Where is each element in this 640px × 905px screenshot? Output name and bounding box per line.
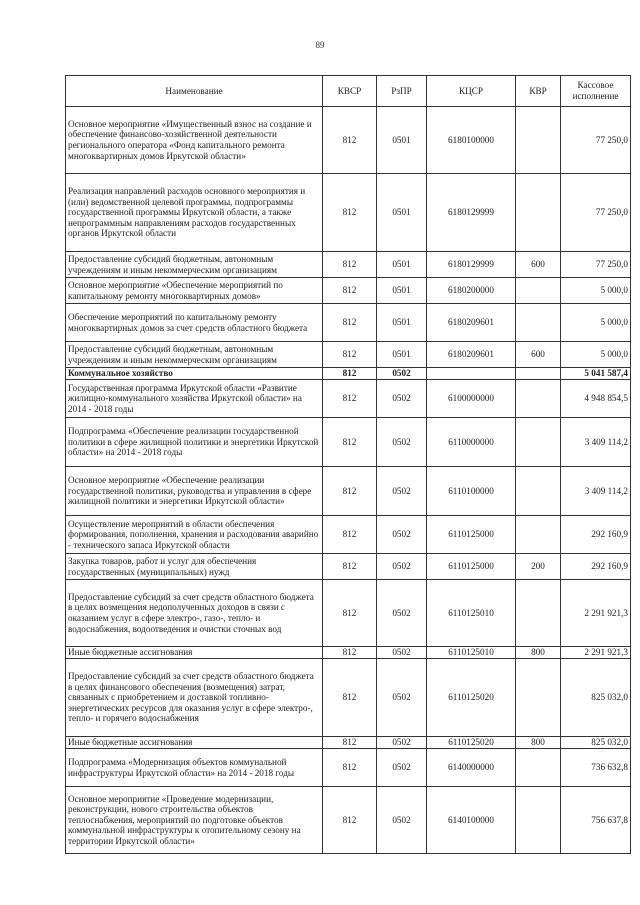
row-amount-cell: 5 000,0	[561, 278, 631, 304]
row-kvsr-cell: 812	[323, 304, 377, 342]
row-amount-cell: 736 632,8	[561, 749, 631, 787]
table-row	[66, 368, 631, 380]
row-name-cell: Основное мероприятие «Обеспечение реализации государственной политики, руководства и управления в сфере жилищной политики и энергетики Иркутской области»	[66, 467, 323, 516]
row-name-cell: Осуществление мероприятий в области обеспечения формирования, пополнения, хранения и расходования аварийно - технического запаса Иркутской области	[66, 516, 323, 554]
row-name-cell: Предоставление субсидий бюджетным, автономным учреждениям и иным некоммерческим организациям	[66, 252, 323, 278]
row-rzpr-cell: 0502	[377, 787, 427, 854]
row-kcsr-cell: 6110125000	[427, 554, 516, 580]
row-name-cell: Иные бюджетные ассигнования	[66, 647, 323, 659]
row-kvsr-cell: 812	[323, 174, 377, 252]
row-rzpr-cell: 0502	[377, 580, 427, 647]
row-rzpr-cell: 0502	[377, 749, 427, 787]
row-amount-cell: 825 032,0	[561, 659, 631, 737]
row-kvr-cell	[516, 580, 561, 647]
row-name-cell: Реализация направлений расходов основного мероприятия и (или) ведомственной целевой программы, подпрограммы государственной программы Иркутской области, а также непрограммным направлениям расходов государственных органов Иркутской области	[66, 174, 323, 252]
table-row	[66, 304, 631, 342]
row-kcsr-cell: 6110125010	[427, 580, 516, 647]
row-name-cell: Коммунальное хозяйство	[66, 368, 323, 380]
row-kvr-cell	[516, 174, 561, 252]
row-kcsr-cell: 6180200000	[427, 278, 516, 304]
row-kvr-cell	[516, 368, 561, 380]
row-name-cell: Подпрограмма «Модернизация объектов коммунальной инфраструктуры Иркутской области» на 2014 - 2018 годы	[66, 749, 323, 787]
row-amount-cell: 77 250,0	[561, 107, 631, 174]
row-kvsr-cell: 812	[323, 380, 377, 418]
row-kvsr-cell: 812	[323, 554, 377, 580]
table-row	[66, 749, 631, 787]
row-amount-cell: 4 948 854,5	[561, 380, 631, 418]
row-kcsr-cell: 6110000000	[427, 418, 516, 467]
row-amount-cell: 292 160,9	[561, 516, 631, 554]
row-kvr-cell	[516, 278, 561, 304]
table-row	[66, 516, 631, 554]
row-kcsr-cell: 6180129999	[427, 252, 516, 278]
row-rzpr-cell: 0502	[377, 368, 427, 380]
header-kvr: КВР	[516, 76, 561, 107]
row-kcsr-cell: 6110125000	[427, 516, 516, 554]
row-kvsr-cell: 812	[323, 342, 377, 368]
row-kvsr-cell: 812	[323, 516, 377, 554]
row-kvsr-cell: 812	[323, 647, 377, 659]
table-row	[66, 252, 631, 278]
table-row	[66, 467, 631, 516]
row-kvsr-cell: 812	[323, 418, 377, 467]
header-kcsr: КЦСР	[427, 76, 516, 107]
row-rzpr-cell: 0501	[377, 342, 427, 368]
row-kcsr-cell: 6110125020	[427, 659, 516, 737]
header-kvsr: КВСР	[323, 76, 377, 107]
row-name-cell: Обеспечение мероприятий по капитальному ремонту многоквартирных домов за счет средств областного бюджета	[66, 304, 323, 342]
header-rzpr: РзПР	[377, 76, 427, 107]
row-kvr-cell	[516, 749, 561, 787]
row-rzpr-cell: 0502	[377, 647, 427, 659]
row-kvr-cell	[516, 304, 561, 342]
row-kvr-cell	[516, 787, 561, 854]
row-amount-cell: 5 000,0	[561, 342, 631, 368]
row-rzpr-cell: 0502	[377, 554, 427, 580]
row-kvr-cell	[516, 516, 561, 554]
page-number: 89	[315, 40, 325, 50]
row-kcsr-cell: 6110100000	[427, 467, 516, 516]
row-kcsr-cell: 6180100000	[427, 107, 516, 174]
row-kcsr-cell: 6140000000	[427, 749, 516, 787]
row-kvsr-cell: 812	[323, 659, 377, 737]
row-rzpr-cell: 0502	[377, 467, 427, 516]
row-kvr-cell	[516, 659, 561, 737]
row-amount-cell: 3 409 114,2	[561, 467, 631, 516]
row-kcsr-cell: 6180209601	[427, 342, 516, 368]
row-kvsr-cell: 812	[323, 467, 377, 516]
table-row	[66, 278, 631, 304]
row-kvsr-cell: 812	[323, 787, 377, 854]
row-name-cell: Иные бюджетные ассигнования	[66, 737, 323, 749]
row-kvsr-cell: 812	[323, 749, 377, 787]
row-amount-cell: 5 000,0	[561, 304, 631, 342]
row-name-cell: Предоставление субсидий за счет средств областного бюджета в целях финансового обеспечения (возмещения) затрат, связанных с приобретением и доставкой топливно-энергетических ресурсов для оказания услуг в сфере электро-, тепло- и горячего водоснабжения	[66, 659, 323, 737]
table-row	[66, 342, 631, 368]
row-rzpr-cell: 0501	[377, 174, 427, 252]
row-kvsr-cell: 812	[323, 107, 377, 174]
row-name-cell: Основное мероприятие «Обеспечение мероприятий по капитальному ремонту многоквартирных домов»	[66, 278, 323, 304]
row-amount-cell: 292 160,9	[561, 554, 631, 580]
row-amount-cell: 77 250,0	[561, 252, 631, 278]
row-rzpr-cell: 0502	[377, 418, 427, 467]
row-kcsr-cell: 6180209601	[427, 304, 516, 342]
table-header-row	[66, 76, 631, 107]
row-kvr-cell	[516, 418, 561, 467]
row-name-cell: Основное мероприятие «Проведение модернизации, реконструкции, нового строительства объектов теплоснабжения, мероприятий по подготовке объектов коммунальной инфраструктуры к отопительному сезону на территории Иркутской области»	[66, 787, 323, 854]
row-kvr-cell: 600	[516, 252, 561, 278]
row-kvsr-cell: 812	[323, 368, 377, 380]
row-kcsr-cell: 6110125020	[427, 737, 516, 749]
table-row	[66, 580, 631, 647]
row-name-cell: Закупка товаров, работ и услуг для обеспечения государственных (муниципальных) нужд	[66, 554, 323, 580]
row-kvsr-cell: 812	[323, 580, 377, 647]
row-kvsr-cell: 812	[323, 278, 377, 304]
table-row	[66, 659, 631, 737]
row-amount-cell: 77 250,0	[561, 174, 631, 252]
row-name-cell: Государственная программа Иркутской области «Развитие жилищно-коммунального хозяйства Иркутской области» на 2014 - 2018 годы	[66, 380, 323, 418]
budget-execution-table	[65, 75, 631, 854]
row-rzpr-cell: 0502	[377, 380, 427, 418]
row-name-cell: Подпрограмма «Обеспечение реализации государственной политики в сфере жилищной политики и энергетики Иркутской области» на 2014 - 2018 годы	[66, 418, 323, 467]
row-rzpr-cell: 0501	[377, 107, 427, 174]
row-name-cell: Основное мероприятие «Имущественный взнос на создание и обеспечение финансово-хозяйственной деятельности регионального оператора «Фонд капитального ремонта многоквартирных домов Иркутской области»	[66, 107, 323, 174]
row-amount-cell: 825 032,0	[561, 737, 631, 749]
header-name: Наименование	[66, 76, 323, 107]
row-amount-cell: 2 291 921,3	[561, 647, 631, 659]
row-rzpr-cell: 0502	[377, 737, 427, 749]
table-row	[66, 647, 631, 659]
row-kcsr-cell: 6180129999	[427, 174, 516, 252]
row-kvr-cell	[516, 467, 561, 516]
table-row	[66, 737, 631, 749]
row-rzpr-cell: 0501	[377, 304, 427, 342]
row-kcsr-cell	[427, 368, 516, 380]
row-amount-cell: 3 409 114,2	[561, 418, 631, 467]
row-amount-cell: 5 041 587,4	[561, 368, 631, 380]
row-kcsr-cell: 6100000000	[427, 380, 516, 418]
row-kcsr-cell: 6140100000	[427, 787, 516, 854]
row-kvr-cell: 800	[516, 737, 561, 749]
table-row	[66, 380, 631, 418]
row-rzpr-cell: 0502	[377, 516, 427, 554]
table-row	[66, 787, 631, 854]
row-kvsr-cell: 812	[323, 252, 377, 278]
row-kvr-cell: 200	[516, 554, 561, 580]
row-kvr-cell: 800	[516, 647, 561, 659]
row-kvr-cell	[516, 380, 561, 418]
row-rzpr-cell: 0501	[377, 278, 427, 304]
row-amount-cell: 2 291 921,3	[561, 580, 631, 647]
row-rzpr-cell: 0501	[377, 252, 427, 278]
row-kvsr-cell: 812	[323, 737, 377, 749]
row-rzpr-cell: 0502	[377, 659, 427, 737]
table-row	[66, 174, 631, 252]
row-kvr-cell: 600	[516, 342, 561, 368]
header-amount: Кассовое исполнение	[561, 76, 631, 107]
row-kcsr-cell: 6110125010	[427, 647, 516, 659]
row-kvr-cell	[516, 107, 561, 174]
table-row	[66, 107, 631, 174]
table-row	[66, 418, 631, 467]
row-name-cell: Предоставление субсидий бюджетным, автономным учреждениям и иным некоммерческим организациям	[66, 342, 323, 368]
row-name-cell: Предоставление субсидий за счет средств областного бюджета в целях возмещения недополученных доходов в связи с оказанием услуг в сфере электро-, газо-, тепло- и водоснабжения, водоотведения и очистки сточных вод	[66, 580, 323, 647]
table-row	[66, 554, 631, 580]
row-amount-cell: 756 637,8	[561, 787, 631, 854]
